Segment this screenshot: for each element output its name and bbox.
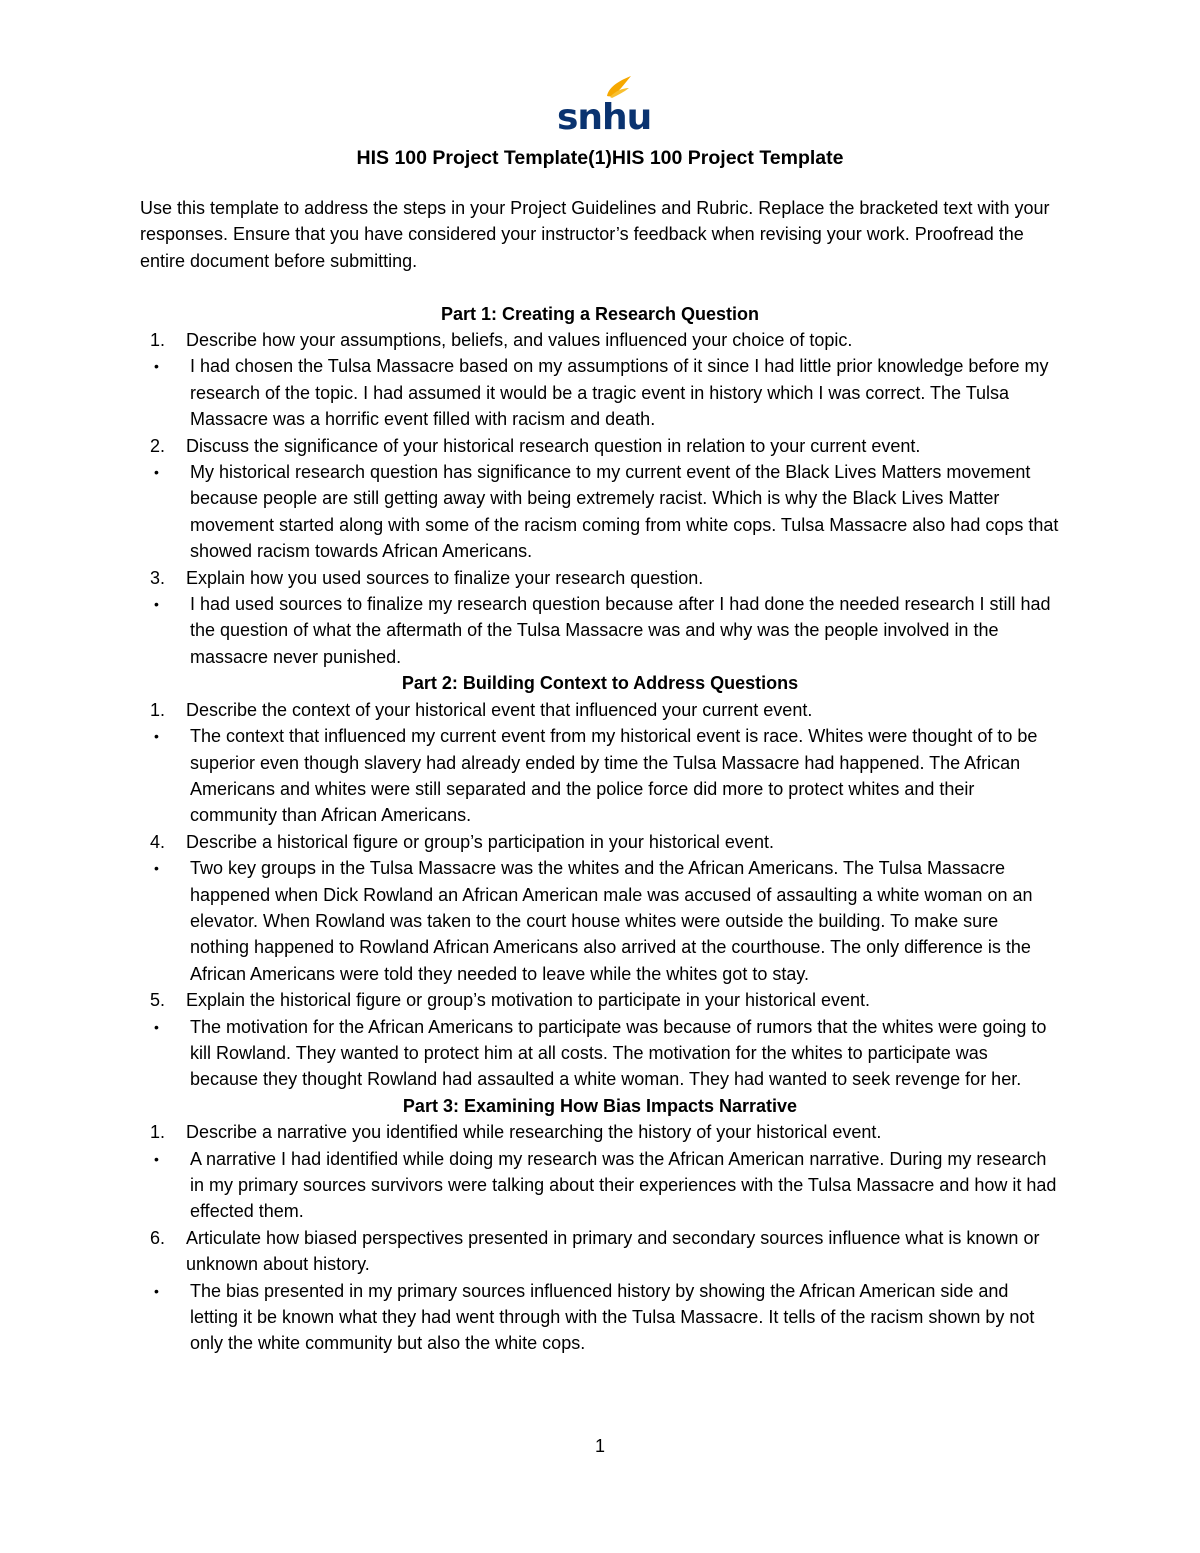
part-2-heading: Part 2: Building Context to Address Questions: [401, 673, 799, 694]
document-title: HIS 100 Project Template(1)HIS 100 Project Template: [356, 147, 844, 169]
list-item: [140, 1225, 1060, 1278]
list-item: [140, 459, 1060, 565]
bullet-icon: •: [154, 728, 159, 745]
list-marker: 5.: [150, 990, 166, 1011]
list-item: [140, 723, 1060, 829]
list-item: [140, 697, 1060, 723]
part-3-section: [140, 1093, 1060, 1357]
list-marker: 2.: [150, 435, 166, 456]
prompt-text: Describe a historical figure or group’s participation in your historical event.: [186, 831, 774, 852]
part-3-heading: Part 3: Examining How Bias Impacts Narrative: [402, 1095, 798, 1116]
response-text: The bias presented in my primary sources influenced history by showing the African American side and letting it be known what they had went through with the Tulsa Massacre. It tells of the racism shown by not only the white community but also the white cops.: [190, 1280, 1035, 1354]
response-text: I had chosen the Tulsa Massacre based on my assumptions of it since I had little prior knowledge before my research of the topic. I had assumed it would be a tragic event in history which I was correct. The Tulsa Massacre was a horrific event filled with racism and death.: [190, 356, 1049, 430]
list-item: [140, 433, 1060, 459]
list-item: [140, 987, 1060, 1013]
bullet-icon: •: [154, 596, 159, 613]
response-text: A narrative I had identified while doing my research was the African American narrative. During my research in my primary sources survivors were talking about their experiences with the Tulsa Massacre and how it had effected them.: [190, 1148, 1057, 1222]
list-item: [140, 829, 1060, 855]
list-item: [140, 1278, 1060, 1357]
list-marker: 1.: [150, 330, 166, 351]
list-item: [140, 855, 1060, 987]
page-number: 1: [594, 1436, 605, 1456]
list-item: [140, 565, 1060, 591]
response-text: The motivation for the African Americans to participate was because of rumors that the whites were going to kill Rowland. They wanted to protect him at all costs. The motivation for the whites to participate was because they thought Rowland had assaulted a white woman. They had wanted to seek revenge for her.: [190, 1016, 1047, 1090]
logo-text: snhu: [557, 97, 652, 138]
list-marker: 1.: [150, 1122, 166, 1143]
bullet-icon: •: [154, 358, 159, 375]
snhu-logo: [555, 74, 652, 138]
prompt-text: Describe how your assumptions, beliefs, and values influenced your choice of topic.: [186, 330, 853, 351]
prompt-text: Discuss the significance of your historical research question in relation to your current event.: [186, 435, 921, 456]
list-marker: 1.: [150, 699, 166, 720]
bullet-icon: •: [154, 860, 159, 877]
response-text: My historical research question has significance to my current event of the Black Lives Matters movement because people are still getting away with being extremely racist. Which is why the Black Lives Matter movement started along with some of the racism coming from white cops. Tulsa Massacre also had cops that showed racism towards African Americans.: [190, 462, 1059, 562]
part-2-section: [140, 670, 1060, 1093]
bullet-icon: •: [154, 464, 159, 481]
document-body: [140, 195, 1060, 1357]
prompt-text: Articulate how biased perspectives presented in primary and secondary sources influence what is known or unknown about history.: [186, 1227, 1040, 1275]
list-item: [140, 353, 1060, 432]
prompt-text: Explain how you used sources to finalize your research question.: [186, 567, 704, 588]
list-marker: 6.: [150, 1227, 166, 1248]
prompt-text: Describe a narrative you identified while researching the history of your historical event.: [186, 1122, 882, 1143]
response-text: The context that influenced my current event from my historical event is race. Whites were thought of to be superior even though slavery had already ended by time the Tulsa Massacre had happened. The African Americans and whites were still separated and the police force did more to protect whites and their community than African Americans.: [190, 726, 1038, 826]
response-text: I had used sources to finalize my research question because after I had done the needed research I still had the question of what the aftermath of the Tulsa Massacre was and why was the people involved in the massacre never punished.: [190, 594, 1051, 667]
intro-paragraph: Use this template to address the steps in your Project Guidelines and Rubric. Replace the bracketed text with your responses. Ensure that you have considered your instructor’s feedback when revising your work. Proofread the entire document before submitting.: [140, 198, 1050, 271]
bullet-icon: •: [154, 1018, 159, 1035]
bullet-icon: •: [154, 1150, 159, 1167]
list-marker: 4.: [150, 831, 166, 852]
list-item: [140, 1119, 1060, 1145]
list-item: [140, 327, 1060, 353]
list-item: [140, 591, 1060, 670]
list-marker: 3.: [150, 567, 166, 588]
part-1-heading: Part 1: Creating a Research Question: [440, 303, 760, 324]
part-1-section: [140, 301, 1060, 671]
response-text: Two key groups in the Tulsa Massacre was the whites and the African Americans. The Tulsa Massacre happened when Dick Rowland an African American male was accused of assaulting a white woman on an elevator. When Rowland was taken to the court house whites were outside the building. To make sure nothing happened to Rowland African Americans also arrived at the courthouse. The only difference is the African Americans were told they needed to leave while the whites got to stay.: [190, 858, 1033, 984]
list-item: [140, 1014, 1060, 1093]
prompt-text: Explain the historical figure or group’s motivation to participate in your historical event.: [186, 990, 871, 1011]
prompt-text: Describe the context of your historical event that influenced your current event.: [186, 699, 813, 720]
bullet-icon: •: [154, 1282, 159, 1299]
list-item: [140, 1146, 1060, 1225]
